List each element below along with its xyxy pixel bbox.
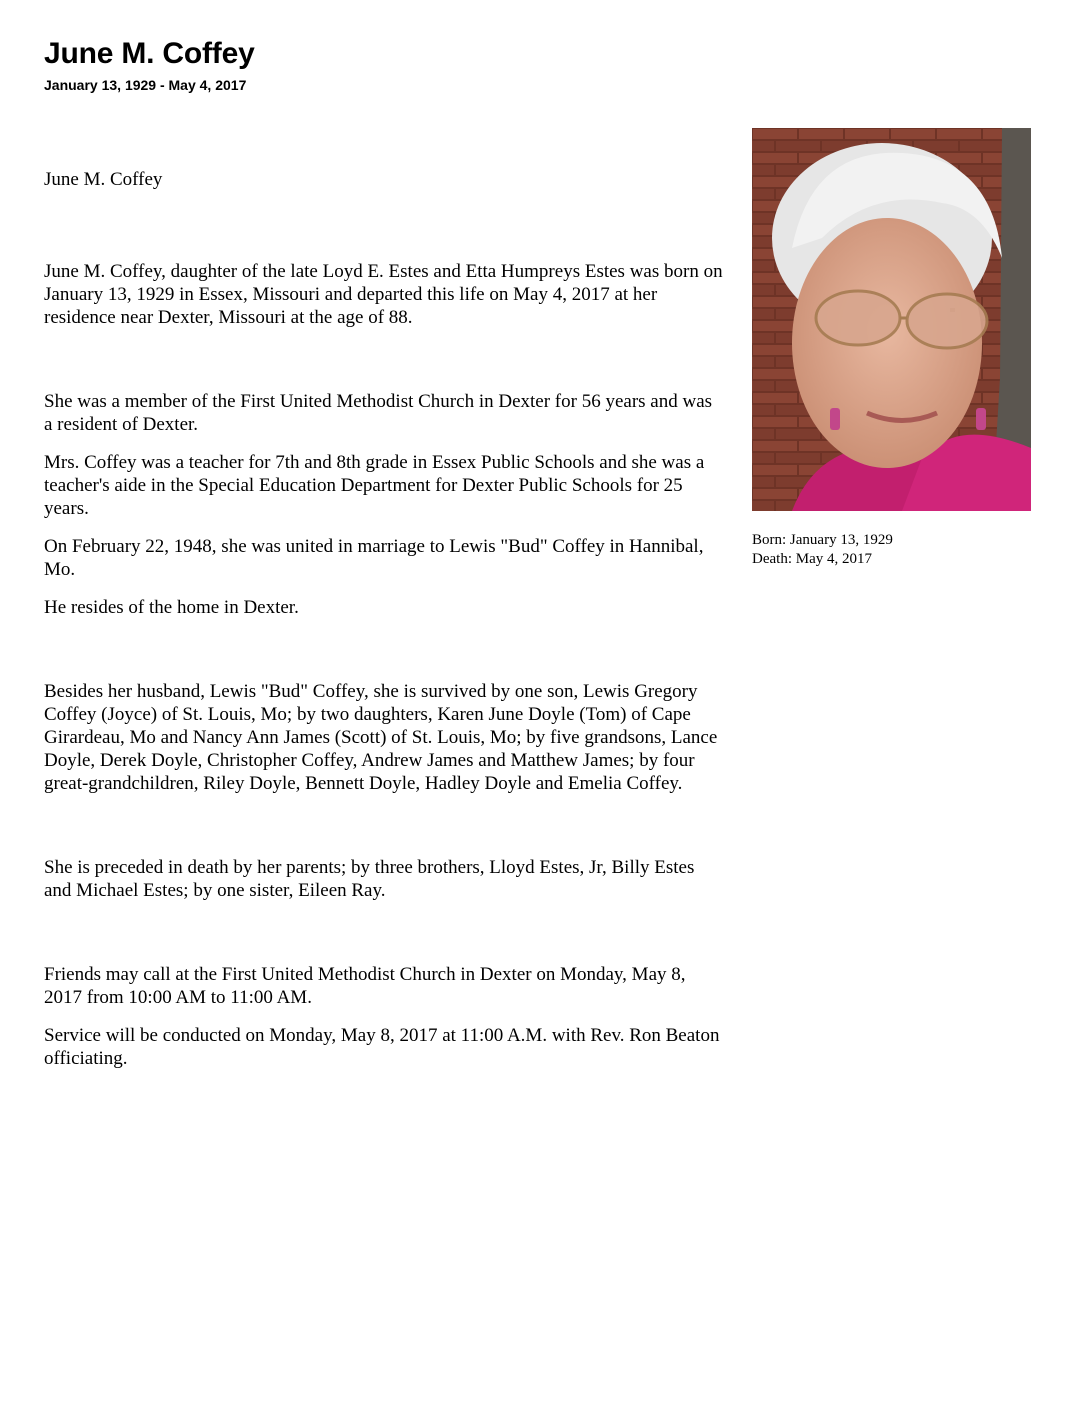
paragraph-husband: He resides of the home in Dexter. [44,597,299,618]
obituary-text [44,168,724,1070]
portrait-photo [752,128,1031,511]
born-date: Born: January 13, 1929 [752,532,893,548]
paragraph-visitation: Friends may call at the First United Methodist Church in Dexter on Monday, May 8, 2017 from 10:00 AM to 11:00 AM. [44,964,686,1008]
paragraph-birth: June M. Coffey, daughter of the late Loyd E. Estes and Etta Humpreys Estes was born on January 13, 1929 in Essex, Missouri and departed this life on May 4, 2017 at her residence near Dexter, Missouri at the age of 88. [44,261,723,328]
life-dates: January 13, 1929 - May 4, 2017 [44,77,247,93]
paragraph-marriage: On February 22, 1948, she was united in marriage to Lewis "Bud" Coffey in Hannibal, Mo. [44,536,704,580]
paragraph-service: Service will be conducted on Monday, May 8, 2017 at 11:00 A.M. with Rev. Ron Beaton officiating. [44,1025,720,1069]
paragraph-church: She was a member of the First United Methodist Church in Dexter for 56 years and was a resident of Dexter. [44,391,713,435]
name-line: June M. Coffey [44,169,163,190]
paragraph-career: Mrs. Coffey was a teacher for 7th and 8th grade in Essex Public Schools and she was a teacher's aide in the Special Education Department for Dexter Public Schools for 25 years. [44,452,705,519]
death-date: Death: May 4, 2017 [752,551,872,567]
paragraph-survivors: Besides her husband, Lewis "Bud" Coffey, she is survived by one son, Lewis Gregory Coffey (Joyce) of St. Louis, Mo; by two daughters, Karen June Doyle (Tom) of Cape Girardeau, Mo and Nancy Ann James (Scott) of St. Louis, Mo; by five grandsons, Lance Doyle, Derek Doyle, Christopher Coffey, Andrew James and Matthew James; by four great-grandchildren, Riley Doyle, Bennett Doyle, Hadley Doyle and Emelia Coffey. [44,681,718,794]
obituary-header [44,36,255,94]
paragraph-preceded: She is preceded in death by her parents; by three brothers, Lloyd Estes, Jr, Billy Estes and Michael Estes; by one sister, Eileen Ray. [44,857,695,901]
photo-caption [752,531,893,569]
page-title: June M. Coffey [44,37,255,70]
